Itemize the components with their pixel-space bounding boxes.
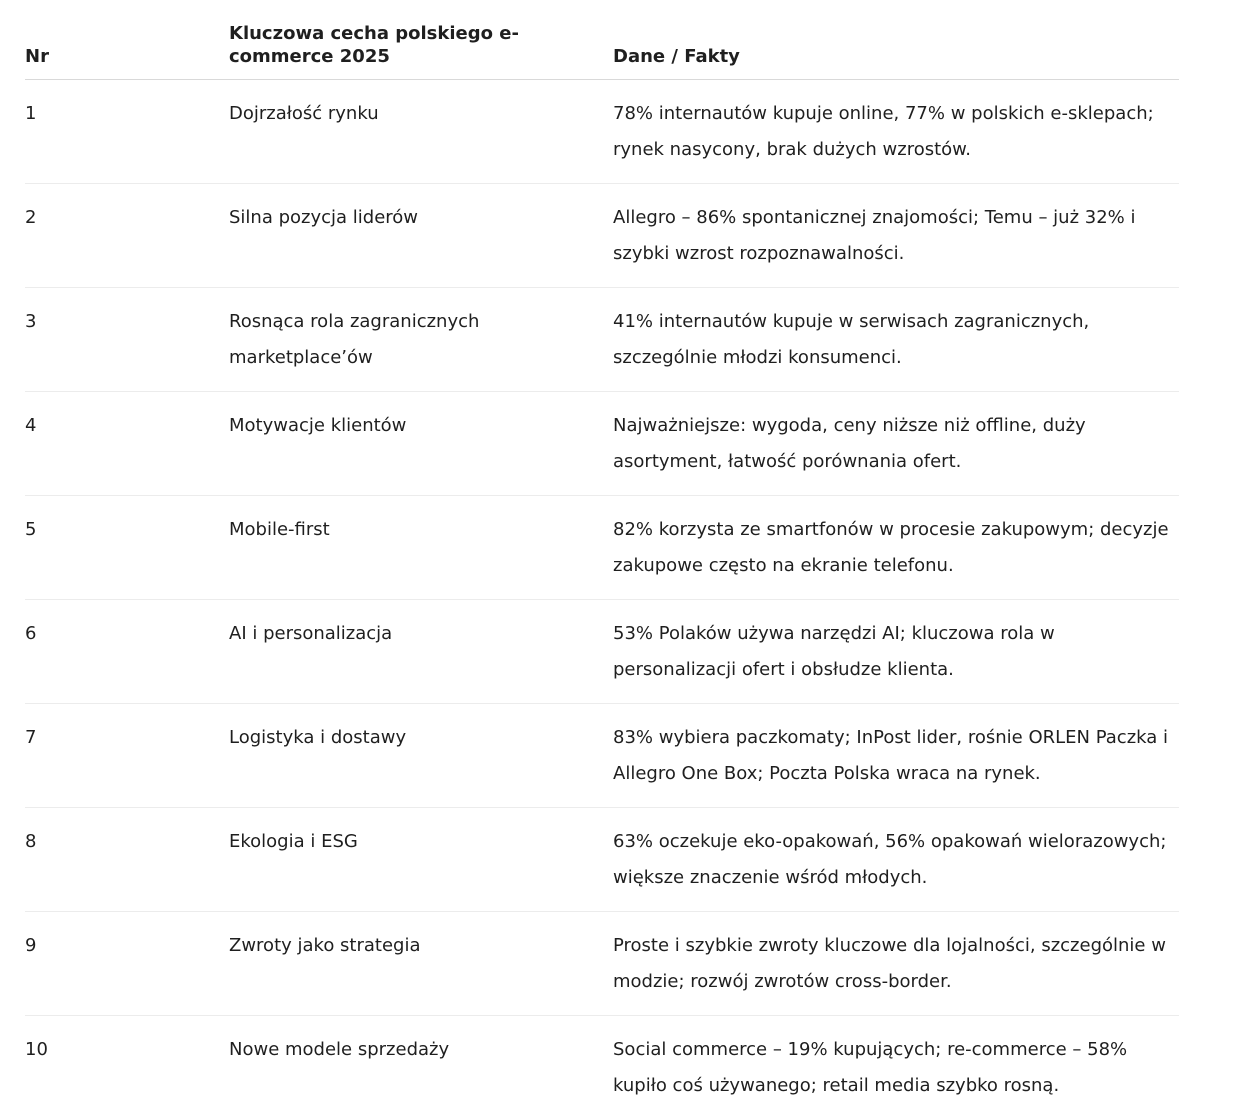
table-row — [25, 392, 1179, 496]
table-body — [25, 80, 1179, 1119]
row-facts: Allegro – 86% spontanicznej znajomości; Temu – już 32% i szybki wzrost rozpoznawalności. — [613, 184, 1179, 288]
row-feature: Motywacje klientów — [229, 392, 613, 496]
row-nr: 1 — [25, 80, 229, 184]
row-facts: 78% internautów kupuje online, 77% w polskich e-sklepach; rynek nasycony, brak dużych wzrostów. — [613, 80, 1179, 184]
row-feature: Nowe modele sprzedaży — [229, 1016, 613, 1119]
row-feature: Zwroty jako strategia — [229, 912, 613, 1016]
table-row — [25, 600, 1179, 704]
header-row — [25, 0, 1179, 80]
row-nr: 6 — [25, 600, 229, 704]
table-row — [25, 704, 1179, 808]
table-row — [25, 288, 1179, 392]
row-feature: Logistyka i dostawy — [229, 704, 613, 808]
table-row — [25, 184, 1179, 288]
row-nr: 7 — [25, 704, 229, 808]
ecommerce-features-table — [25, 0, 1179, 1119]
row-facts: 82% korzysta ze smartfonów w procesie zakupowym; decyzje zakupowe często na ekranie telefonu. — [613, 496, 1179, 600]
header-facts: Dane / Fakty — [613, 0, 1179, 80]
ecommerce-features-table-wrapper — [25, 0, 1179, 1119]
row-nr: 8 — [25, 808, 229, 912]
row-nr: 10 — [25, 1016, 229, 1119]
row-facts: Social commerce – 19% kupujących; re-commerce – 58% kupiło coś używanego; retail media szybko rosną. — [613, 1016, 1179, 1119]
row-nr: 2 — [25, 184, 229, 288]
row-feature: Dojrzałość rynku — [229, 80, 613, 184]
table-row — [25, 496, 1179, 600]
row-facts: 53% Polaków używa narzędzi AI; kluczowa rola w personalizacji ofert i obsłudze klienta. — [613, 600, 1179, 704]
table-row — [25, 1016, 1179, 1119]
table-row — [25, 80, 1179, 184]
row-feature: Mobile-first — [229, 496, 613, 600]
row-facts: 41% internautów kupuje w serwisach zagranicznych, szczególnie młodzi konsumenci. — [613, 288, 1179, 392]
row-nr: 9 — [25, 912, 229, 1016]
row-facts: 83% wybiera paczkomaty; InPost lider, rośnie ORLEN Paczka i Allegro One Box; Poczta Polska wraca na rynek. — [613, 704, 1179, 808]
row-facts: Najważniejsze: wygoda, ceny niższe niż offline, duży asortyment, łatwość porównania ofert. — [613, 392, 1179, 496]
row-feature: Ekologia i ESG — [229, 808, 613, 912]
row-nr: 3 — [25, 288, 229, 392]
row-facts: Proste i szybkie zwroty kluczowe dla lojalności, szczególnie w modzie; rozwój zwrotów cross-border. — [613, 912, 1179, 1016]
table-row — [25, 808, 1179, 912]
row-feature: AI i personalizacja — [229, 600, 613, 704]
header-nr: Nr — [25, 0, 229, 80]
table-row — [25, 912, 1179, 1016]
row-nr: 4 — [25, 392, 229, 496]
row-nr: 5 — [25, 496, 229, 600]
row-facts: 63% oczekuje eko-opakowań, 56% opakowań wielorazowych; większe znaczenie wśród młodych. — [613, 808, 1179, 912]
table-header — [25, 0, 1179, 80]
row-feature: Rosnąca rola zagranicznych marketplace’ów — [229, 288, 613, 392]
header-feature: Kluczowa cecha polskiego e-commerce 2025 — [229, 0, 613, 80]
row-feature: Silna pozycja liderów — [229, 184, 613, 288]
